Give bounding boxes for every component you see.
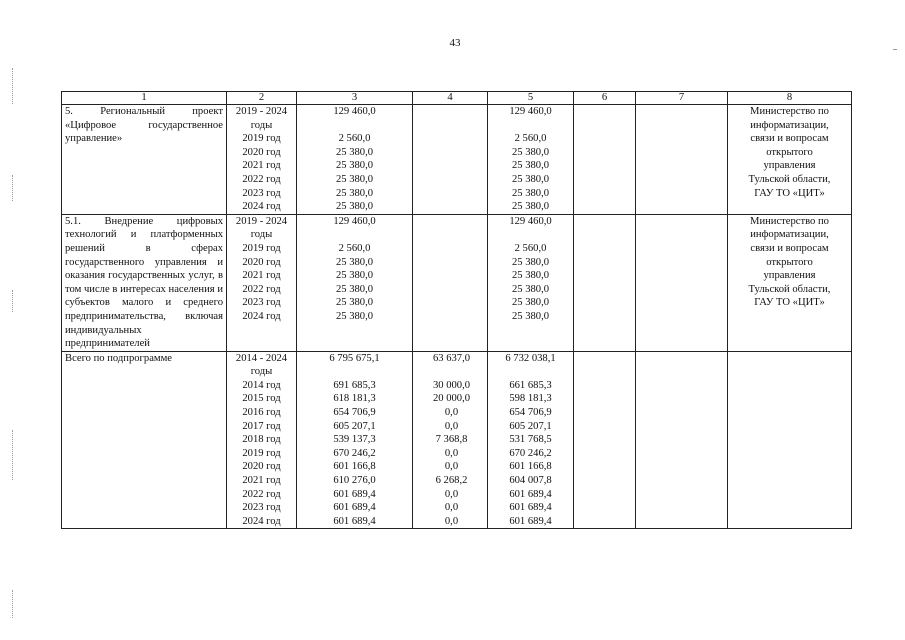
- column-header: 5: [488, 92, 574, 105]
- amount-value: [419, 119, 484, 133]
- amount-value: 2 560,0: [338, 133, 371, 145]
- amount-value: [419, 215, 484, 229]
- amount-value: 25 380,0: [335, 270, 374, 282]
- amount-value: 25 380,0: [511, 146, 550, 158]
- period-label: 2014 год: [242, 379, 281, 391]
- responsible-line: Тульской области,: [748, 283, 831, 295]
- amount-value: 0,0: [444, 447, 459, 459]
- column-6-cell: [574, 105, 636, 215]
- amount-value: [419, 228, 484, 242]
- amount-value: 25 380,0: [511, 160, 550, 172]
- period-label: 2018 год: [242, 434, 281, 446]
- period-label: 2021 год: [242, 475, 281, 487]
- period-label: 2020 год: [242, 461, 281, 473]
- period-label: 2024 год: [242, 201, 281, 213]
- period-label: 2023 год: [242, 297, 281, 309]
- amount-value: [419, 242, 484, 256]
- amount-value: 0,0: [444, 502, 459, 514]
- amount-value: 25 380,0: [511, 201, 550, 213]
- margin-scan-marks: [12, 68, 15, 104]
- amount-value: [419, 200, 484, 214]
- amount-value: 661 685,3: [509, 379, 552, 391]
- column-header: 3: [297, 92, 413, 105]
- column-header: 2: [227, 92, 297, 105]
- amount-value: 601 689,4: [509, 515, 552, 527]
- period-label: 2022 год: [242, 488, 281, 500]
- amount-value: [419, 310, 484, 324]
- amount-value: 25 380,0: [335, 146, 374, 158]
- period-label: годы: [250, 366, 273, 378]
- table-row: [62, 214, 852, 351]
- period-label: 2021 год: [242, 160, 281, 172]
- period-cell: [227, 214, 297, 351]
- federal-cell: [413, 214, 488, 351]
- amount-value: 25 380,0: [335, 160, 374, 172]
- column-7-cell: [636, 105, 728, 215]
- amount-value: [419, 105, 484, 119]
- period-label: 2019 - 2024: [235, 215, 288, 227]
- amount-value: 654 706,9: [509, 407, 552, 419]
- amount-value: 25 380,0: [511, 270, 550, 282]
- amount-value: 129 460,0: [509, 215, 552, 227]
- amount-value: 25 380,0: [335, 256, 374, 268]
- period-label: 2019 - 2024: [235, 106, 288, 117]
- amount-value: 0,0: [444, 515, 459, 527]
- amount-value: 601 166,8: [333, 461, 376, 473]
- amount-value: 691 685,3: [333, 379, 376, 391]
- responsible-line: информатизации,: [750, 119, 829, 131]
- regional-cell: [488, 214, 574, 351]
- amount-value: 0,0: [444, 461, 459, 473]
- column-6-cell: [574, 214, 636, 351]
- responsible-line: открытого: [766, 256, 813, 268]
- amount-value: [419, 146, 484, 160]
- period-label: 2024 год: [242, 515, 281, 527]
- amount-value: 20 000,0: [432, 393, 471, 405]
- period-label: 2020 год: [242, 146, 281, 158]
- period-label: 2016 год: [242, 407, 281, 419]
- responsible-line: Министерство по: [750, 215, 829, 227]
- amount-value: [419, 173, 484, 187]
- amount-value: 25 380,0: [511, 297, 550, 309]
- period-label: 2017 год: [242, 420, 281, 432]
- responsible-line: управления: [763, 270, 816, 282]
- amount-value: 0,0: [444, 420, 459, 432]
- amount-value: 129 460,0: [333, 215, 376, 227]
- amount-value: [491, 228, 570, 242]
- amount-value: 610 276,0: [333, 475, 376, 487]
- column-7-cell: [636, 214, 728, 351]
- responsible-line: ГАУ ТО «ЦИТ»: [754, 187, 825, 199]
- responsible-line: связи и вопросам: [750, 242, 829, 254]
- responsible-cell: [728, 214, 852, 351]
- amount-value: 2 560,0: [514, 133, 547, 145]
- amount-value: 25 380,0: [511, 310, 550, 322]
- margin-scan-marks: [12, 175, 15, 201]
- amount-value: 6 795 675,1: [329, 352, 380, 364]
- amount-value: 25 380,0: [335, 310, 374, 322]
- amount-value: 0,0: [444, 407, 459, 419]
- amount-value: [300, 365, 409, 379]
- amount-value: 601 689,4: [333, 502, 376, 514]
- amount-value: [300, 228, 409, 242]
- responsible-line: открытого: [766, 146, 813, 158]
- responsible-line: ГАУ ТО «ЦИТ»: [754, 297, 825, 309]
- amount-value: 601 689,4: [333, 488, 376, 500]
- row-name: Всего по подпрограмме: [62, 351, 227, 529]
- responsible-line: Министерство по: [750, 106, 829, 117]
- amount-value: 601 689,4: [509, 502, 552, 514]
- period-cell: [227, 105, 297, 215]
- total-cell: [297, 105, 413, 215]
- amount-value: 25 380,0: [511, 283, 550, 295]
- amount-value: 531 768,5: [509, 434, 552, 446]
- federal-cell: [413, 351, 488, 529]
- amount-value: 6 268,2: [435, 475, 468, 487]
- amount-value: 2 560,0: [338, 242, 371, 254]
- amount-value: 605 207,1: [333, 420, 376, 432]
- regional-cell: [488, 351, 574, 529]
- amount-value: 25 380,0: [335, 283, 374, 295]
- amount-value: 598 181,3: [509, 393, 552, 405]
- table-row: [62, 351, 852, 529]
- amount-value: 25 380,0: [511, 256, 550, 268]
- responsible-cell: [728, 105, 852, 215]
- period-label: годы: [250, 229, 273, 241]
- amount-value: 63 637,0: [432, 352, 471, 364]
- period-label: 2020 год: [242, 256, 281, 268]
- column-7-cell: [636, 351, 728, 529]
- responsible-line: Тульской области,: [748, 173, 831, 185]
- period-label: годы: [250, 119, 273, 131]
- total-cell: [297, 351, 413, 529]
- period-label: 2014 - 2024: [235, 352, 288, 364]
- amount-value: [300, 119, 409, 133]
- amount-value: [419, 256, 484, 270]
- total-cell: [297, 214, 413, 351]
- period-label: 2023 год: [242, 502, 281, 514]
- margin-scan-marks: [12, 430, 15, 480]
- amount-value: [419, 283, 484, 297]
- amount-value: 604 007,8: [509, 475, 552, 487]
- margin-tick: [893, 49, 897, 50]
- amount-value: 6 732 038,1: [505, 352, 556, 364]
- period-label: 2022 год: [242, 283, 281, 295]
- amount-value: 0,0: [444, 488, 459, 500]
- margin-scan-marks: [12, 590, 15, 618]
- responsible-line: управления: [763, 160, 816, 172]
- column-6-cell: [574, 351, 636, 529]
- amount-value: 618 181,3: [333, 393, 376, 405]
- row-name: 5.1. Внедрение цифровых технологий и платформенных решений в сферах государственного управления и оказания государственных услуг, в том числе в интересах населения и субъектов малого и среднего предпринимательства, включая индивидуальных предпринимателей: [62, 214, 227, 351]
- amount-value: [491, 119, 570, 133]
- column-header: 4: [413, 92, 488, 105]
- margin-scan-marks: [12, 290, 15, 312]
- amount-value: [419, 187, 484, 201]
- amount-value: [419, 159, 484, 173]
- amount-value: 539 137,3: [333, 434, 376, 446]
- budget-table: [61, 91, 852, 529]
- amount-value: [419, 365, 484, 379]
- period-label: 2022 год: [242, 173, 281, 185]
- period-label: 2024 год: [242, 310, 281, 322]
- amount-value: 25 380,0: [511, 173, 550, 185]
- period-label: 2023 год: [242, 187, 281, 199]
- amount-value: [491, 365, 570, 379]
- period-label: 2019 год: [242, 242, 281, 254]
- period-label: 2019 год: [242, 133, 281, 145]
- responsible-line: информатизации,: [750, 229, 829, 241]
- amount-value: 25 380,0: [335, 187, 374, 199]
- period-label: 2015 год: [242, 393, 281, 405]
- amount-value: 25 380,0: [335, 173, 374, 185]
- column-number-row: [62, 92, 852, 105]
- amount-value: 129 460,0: [333, 106, 376, 117]
- column-header: 6: [574, 92, 636, 105]
- amount-value: [419, 296, 484, 310]
- regional-cell: [488, 105, 574, 215]
- column-header: 8: [728, 92, 852, 105]
- amount-value: 25 380,0: [335, 201, 374, 213]
- responsible-line: связи и вопросам: [750, 133, 829, 145]
- table-row: [62, 105, 852, 215]
- amount-value: 129 460,0: [509, 106, 552, 117]
- row-name: 5. Региональный проект «Цифровое государственное управление»: [62, 105, 227, 215]
- period-label: 2021 год: [242, 270, 281, 282]
- federal-cell: [413, 105, 488, 215]
- amount-value: 2 560,0: [514, 242, 547, 254]
- period-cell: [227, 351, 297, 529]
- amount-value: 605 207,1: [509, 420, 552, 432]
- responsible-cell: [728, 351, 852, 529]
- amount-value: 601 166,8: [509, 461, 552, 473]
- amount-value: [419, 132, 484, 146]
- amount-value: 25 380,0: [335, 297, 374, 309]
- amount-value: 25 380,0: [511, 187, 550, 199]
- amount-value: 30 000,0: [432, 379, 471, 391]
- amount-value: 670 246,2: [509, 447, 552, 459]
- amount-value: [419, 269, 484, 283]
- column-header: 1: [62, 92, 227, 105]
- column-header: 7: [636, 92, 728, 105]
- amount-value: 7 368,8: [435, 434, 468, 446]
- amount-value: 601 689,4: [509, 488, 552, 500]
- amount-value: 670 246,2: [333, 447, 376, 459]
- page-number: 43: [449, 37, 461, 49]
- amount-value: 601 689,4: [333, 515, 376, 527]
- period-label: 2019 год: [242, 447, 281, 459]
- amount-value: 654 706,9: [333, 407, 376, 419]
